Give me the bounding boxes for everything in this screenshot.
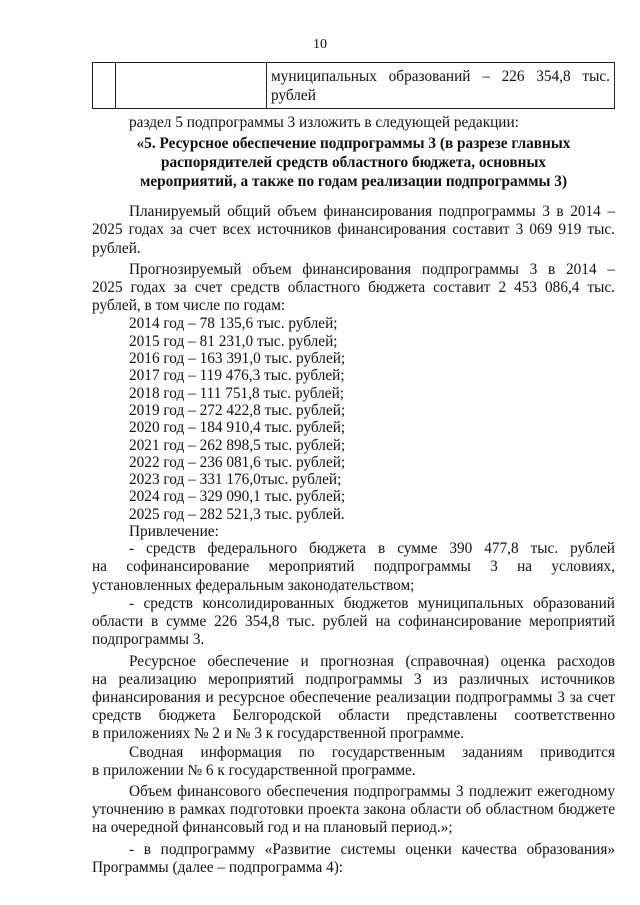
list-item: 2024 год – 329 090,1 тыс. рублей; — [129, 488, 346, 506]
list-item: 2021 год – 262 898,5 тыс. рублей; — [129, 436, 346, 454]
document-body — [92, 114, 615, 877]
paragraph-line: Сводная информация по государственным заданиям приводится — [129, 743, 615, 761]
list-item: 2020 год – 184 910,4 тыс. рублей; — [129, 419, 346, 437]
table-cell-text — [267, 63, 615, 109]
attraction-label: Привлечение: — [129, 522, 219, 540]
list-item: 2014 год – 78 135,6 тыс. рублей; — [129, 315, 338, 333]
paragraph-line: Объем финансового обеспечения подпрограммы 3 подлежит ежегодному — [129, 782, 615, 800]
paragraph-line: - средств консолидированных бюджетов муниципальных образований — [129, 594, 615, 612]
paragraph-line: Ресурсное обеспечение и прогнозная (справочная) оценка расходов — [129, 652, 615, 670]
paragraph-federal-budget — [92, 540, 615, 595]
paragraph-line: подпрограммы 3. — [92, 631, 205, 649]
paragraph-resource-provision — [92, 653, 615, 744]
heading-line: распорядителей средств областного бюджета, основных — [160, 154, 547, 172]
paragraph-line: на очередной финансовый год и на плановый период.»; — [92, 819, 453, 837]
paragraph-subprogram-4 — [92, 841, 615, 877]
list-item: 2023 год – 331 176,0тыс. рублей; — [129, 471, 342, 489]
paragraph-line: Планируемый общий объем финансирования подпрограммы 3 в 2014 – — [129, 203, 615, 221]
page-number: 10 — [313, 37, 327, 52]
intro-line: раздел 5 подпрограммы 3 изложить в следующей редакции: — [129, 114, 519, 131]
paragraph-line: 2025 годах за счет средств областного бюджета составит 2 453 086,4 тыс. — [92, 279, 615, 297]
paragraph-line: на реализацию мероприятий подпрограммы 3 из различных источников — [92, 670, 615, 688]
table-cell-empty — [93, 63, 116, 109]
paragraph-line: финансирования и ресурсное обеспечение реализации подпрограммы 3 за счет — [92, 688, 615, 706]
paragraph-line: средств бюджета Белгородской области представлены соответственно — [92, 707, 615, 725]
paragraph-line: уточнению в рамках подготовки проекта закона области об областном бюджете — [92, 801, 615, 819]
yearly-funding-list — [92, 315, 615, 540]
paragraph-line: Прогнозируемый объем финансирования подпрограммы 3 в 2014 – — [129, 260, 615, 278]
list-item: 2019 год – 272 422,8 тыс. рублей; — [129, 401, 346, 419]
paragraph-line: в приложениях № 2 и № 3 к государственной программе. — [92, 725, 465, 743]
paragraph-municipal-budget — [92, 595, 615, 650]
paragraph-line: в приложении № 6 к государственной программе. — [92, 761, 416, 779]
list-item: 2017 год – 119 476,3 тыс. рублей; — [129, 367, 345, 385]
paragraph-line: рублей. — [92, 239, 141, 257]
list-item: 2022 год – 236 081,6 тыс. рублей; — [129, 453, 346, 471]
table-row — [93, 63, 615, 109]
paragraph-line: на софинансирование мероприятий подпрограммы 3 на условиях, — [92, 558, 615, 576]
section-heading — [92, 134, 615, 191]
list-item: 2018 год – 111 751,8 тыс. рублей; — [129, 384, 345, 402]
heading-line: мероприятий, а также по годам реализации подпрограммы 3) — [139, 173, 568, 191]
paragraph-regional-funding — [92, 261, 615, 316]
paragraph-line: Программы (далее – подпрограмма 4): — [92, 858, 344, 876]
list-item: 2016 год – 163 391,0 тыс. рублей; — [129, 350, 346, 368]
list-item: 2015 год – 81 231,0 тыс. рублей; — [129, 332, 338, 350]
paragraph-total-funding — [92, 203, 615, 258]
paragraph-line: установленных федеральным законодательством; — [92, 576, 415, 594]
paragraph-state-tasks — [92, 744, 615, 780]
list-item: 2025 год – 282 521,3 тыс. рублей. — [129, 505, 345, 523]
heading-line: «5. Ресурсное обеспечение подпрограммы 3 (в разрезе главных — [136, 135, 571, 153]
table-cell-empty — [116, 63, 267, 109]
paragraph-line: 2025 годах за счет всех источников финансирования составит 3 069 919 тыс. — [92, 221, 615, 239]
paragraph-line: - в подпрограмму «Развитие системы оценки качества образования» — [129, 840, 615, 858]
funding-table-fragment — [92, 62, 615, 109]
paragraph-line: - средств федерального бюджета в сумме 390 477,8 тыс. рублей — [129, 540, 615, 558]
paragraph-line: области в сумме 226 354,8 тыс. рублей на софинансирование мероприятий — [92, 613, 615, 631]
paragraph-annual-refinement — [92, 783, 615, 838]
table-cell-line: муниципальных образований – 226 354,8 тыс. — [271, 68, 610, 85]
paragraph-line: рублей, в том числе по годам: — [92, 297, 286, 315]
table-cell-line: рублей — [271, 87, 316, 104]
